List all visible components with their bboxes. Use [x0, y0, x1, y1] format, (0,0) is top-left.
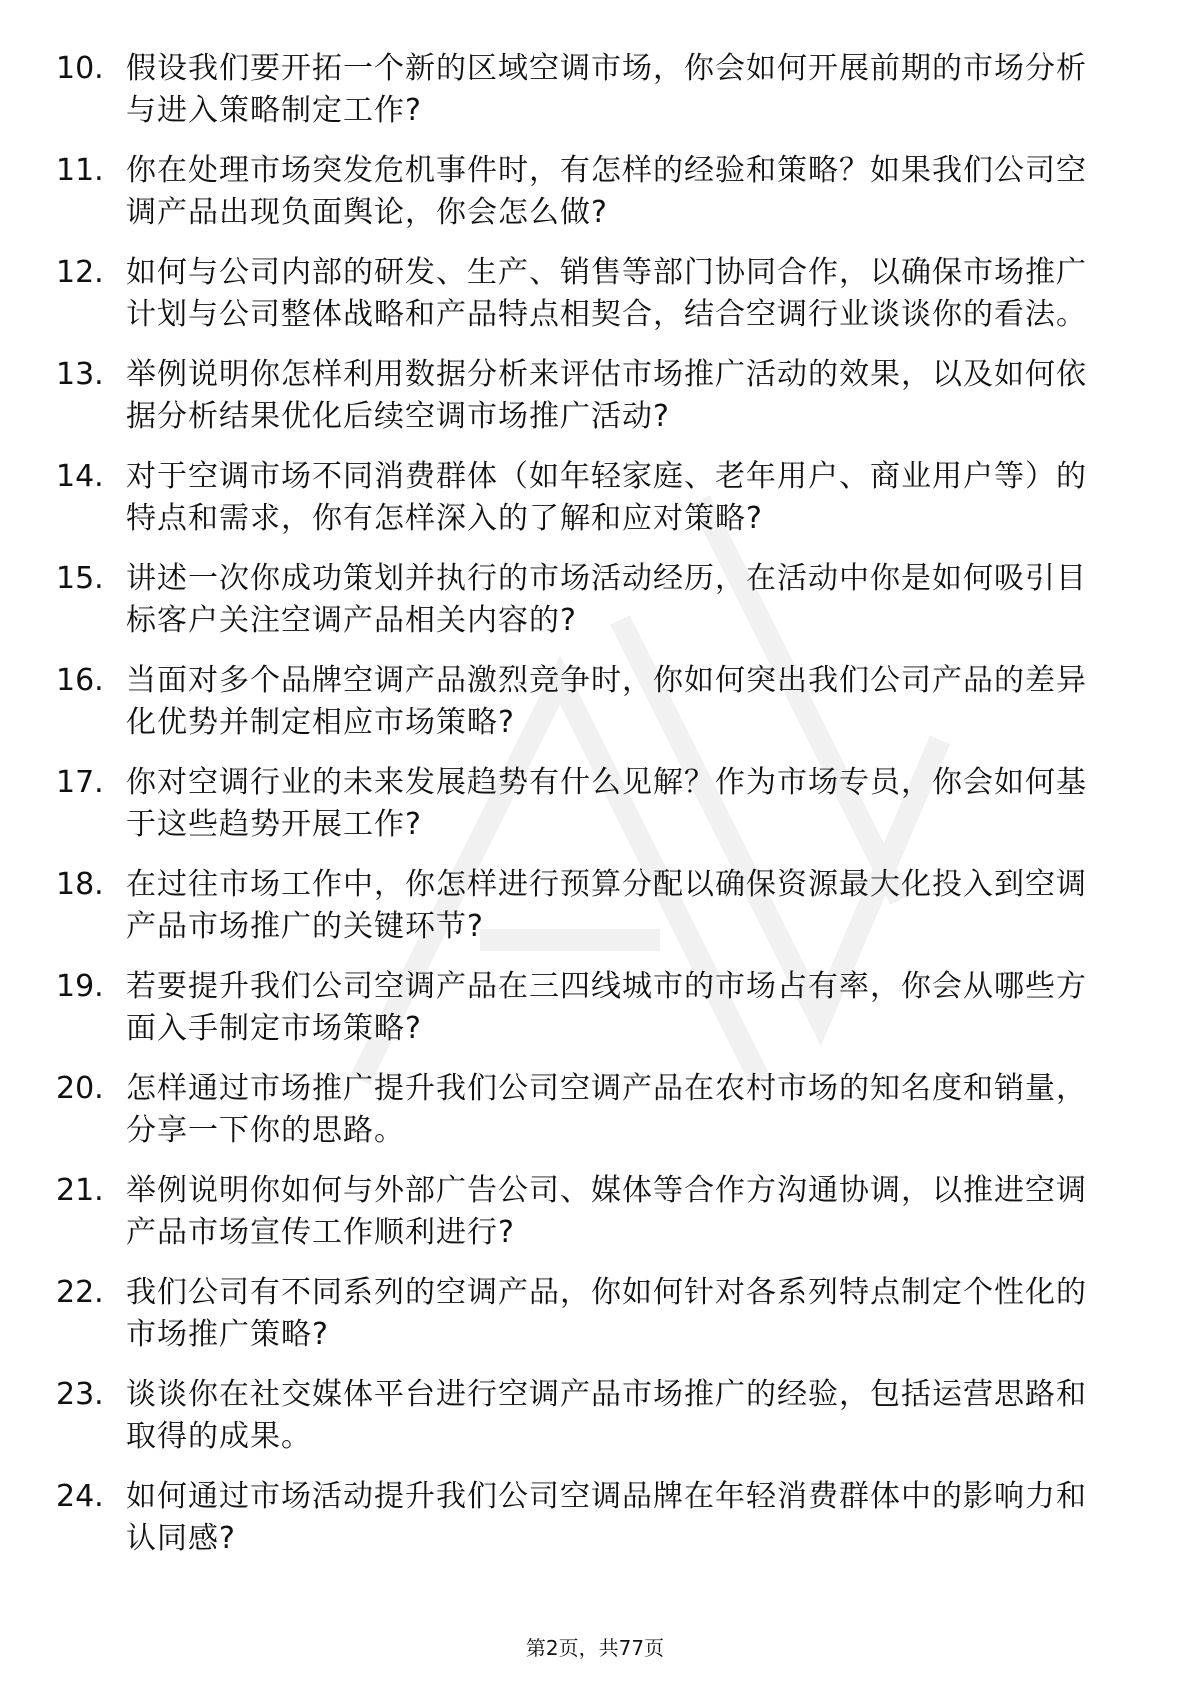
question-text: 在过往市场工作中，你怎样进行预算分配以确保资源最大化投入到空调产品市场推广的关键环节?	[126, 867, 1087, 944]
question-item	[0, 864, 1190, 948]
question-item	[0, 660, 1190, 744]
question-number: 13.	[56, 357, 104, 392]
question-item	[0, 354, 1190, 438]
question-item	[0, 1476, 1190, 1560]
question-number: 14.	[56, 459, 104, 494]
question-number: 11.	[56, 153, 104, 188]
question-number: 10.	[56, 51, 104, 86]
question-number: 22.	[56, 1275, 104, 1310]
question-item	[0, 48, 1190, 132]
question-item	[0, 1170, 1190, 1254]
question-number: 16.	[56, 663, 104, 698]
question-text: 举例说明你如何与外部广告公司、媒体等合作方沟通协调，以推进空调产品市场宣传工作顺利进行?	[126, 1173, 1087, 1250]
question-number: 20.	[56, 1071, 104, 1106]
question-text: 你对空调行业的未来发展趋势有什么见解？作为市场专员，你会如何基于这些趋势开展工作?	[126, 765, 1087, 842]
question-item	[0, 966, 1190, 1050]
question-number: 21.	[56, 1173, 104, 1208]
question-number: 24.	[56, 1479, 104, 1514]
question-text: 如何通过市场活动提升我们公司空调品牌在年轻消费群体中的影响力和认同感?	[126, 1479, 1087, 1556]
question-item	[0, 252, 1190, 336]
question-number: 15.	[56, 561, 104, 596]
question-number: 19.	[56, 969, 104, 1004]
question-item	[0, 762, 1190, 846]
page-footer: 第2页，共77页	[525, 1636, 665, 1660]
question-text: 当面对多个品牌空调产品激烈竞争时，你如何突出我们公司产品的差异化优势并制定相应市场策略?	[126, 663, 1087, 740]
question-number: 23.	[56, 1377, 104, 1412]
question-list	[0, 48, 1190, 1578]
question-text: 讲述一次你成功策划并执行的市场活动经历，在活动中你是如何吸引目标客户关注空调产品相关内容的?	[126, 561, 1087, 638]
question-item	[0, 150, 1190, 234]
question-number: 17.	[56, 765, 104, 800]
question-text: 如何与公司内部的研发、生产、销售等部门协同合作，以确保市场推广计划与公司整体战略和产品特点相契合，结合空调行业谈谈你的看法。	[126, 255, 1087, 332]
question-item	[0, 1272, 1190, 1356]
question-text: 假设我们要开拓一个新的区域空调市场，你会如何开展前期的市场分析与进入策略制定工作?	[126, 51, 1087, 128]
question-text: 谈谈你在社交媒体平台进行空调产品市场推广的经验，包括运营思路和取得的成果。	[126, 1377, 1087, 1454]
question-number: 18.	[56, 867, 104, 902]
question-item	[0, 1374, 1190, 1458]
question-text: 对于空调市场不同消费群体（如年轻家庭、老年用户、商业用户等）的特点和需求，你有怎样深入的了解和应对策略?	[126, 459, 1087, 536]
question-text: 举例说明你怎样利用数据分析来评估市场推广活动的效果，以及如何依据分析结果优化后续空调市场推广活动?	[126, 357, 1087, 434]
question-item	[0, 456, 1190, 540]
question-text: 你在处理市场突发危机事件时，有怎样的经验和策略？如果我们公司空调产品出现负面舆论，你会怎么做?	[126, 153, 1087, 230]
question-item	[0, 1068, 1190, 1152]
question-text: 我们公司有不同系列的空调产品，你如何针对各系列特点制定个性化的市场推广策略?	[126, 1275, 1087, 1352]
question-text: 若要提升我们公司空调产品在三四线城市的市场占有率，你会从哪些方面入手制定市场策略?	[126, 969, 1087, 1046]
question-text: 怎样通过市场推广提升我们公司空调产品在农村市场的知名度和销量，分享一下你的思路。	[126, 1071, 1087, 1148]
question-number: 12.	[56, 255, 104, 290]
question-item	[0, 558, 1190, 642]
